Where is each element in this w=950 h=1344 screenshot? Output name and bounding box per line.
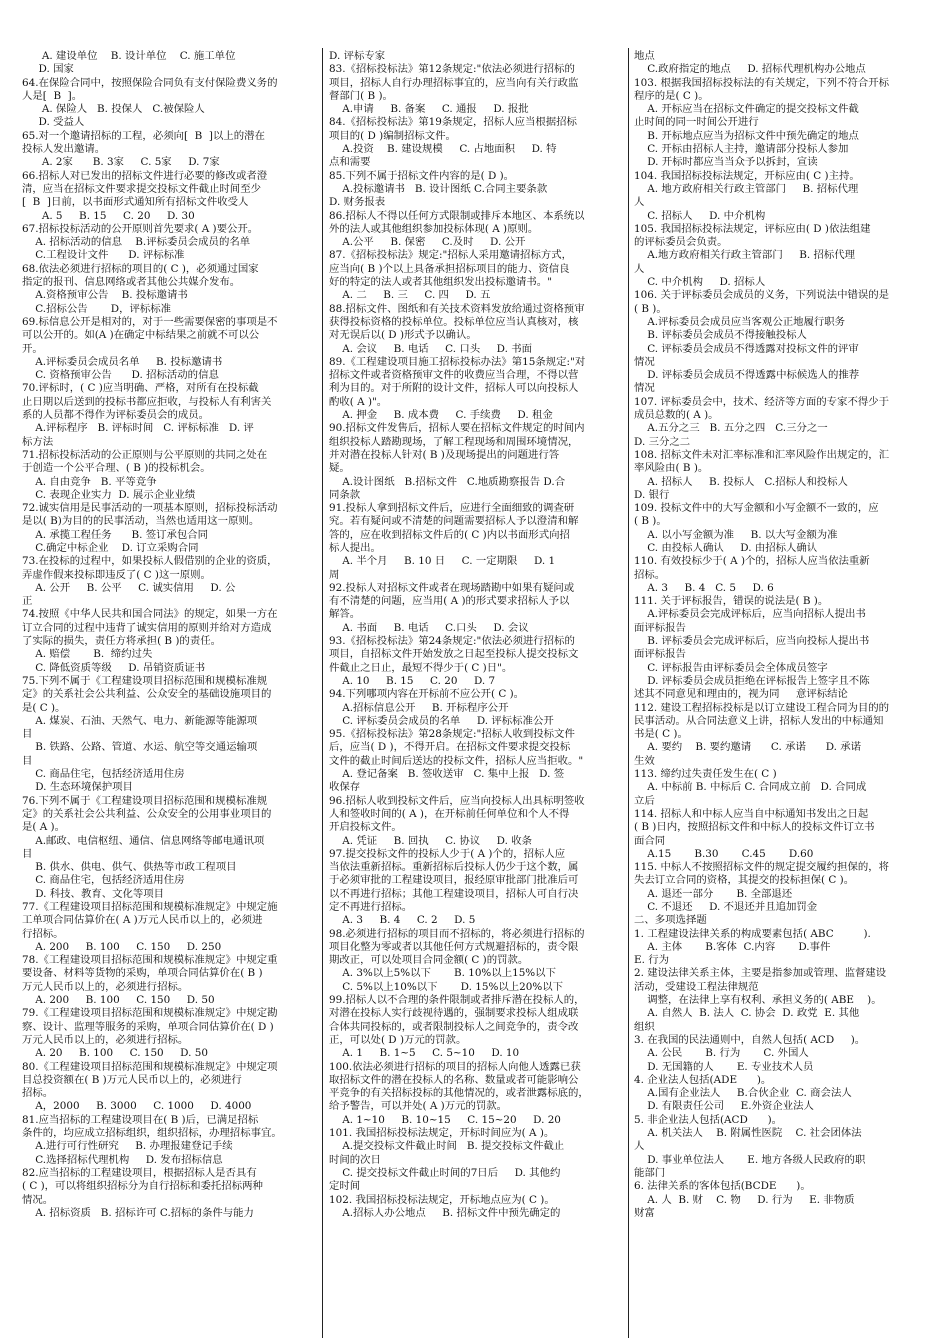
text-line: 开启投标文件。 (329, 821, 402, 834)
text-line: 民事活动。从合同法意义上讲，招标人发出的中标通知 (634, 714, 884, 727)
text-line: 人和签收时间的( A )，在开标前任何单位和个人不得 (329, 807, 570, 820)
text-line: A. 中标前 B. 中标后 C. 合同成立前 D. 合同成 (634, 781, 867, 794)
text-line: 以不再进行招标；其他工程建设项目，招标人可自行决 (329, 887, 579, 900)
column-left (22, 50, 318, 1340)
text-line: 70.评标时，( C )应当明确、严格，对所有在投标截 (22, 382, 259, 395)
text-line: 好的特定的法人或者其他组织发出投标邀请书。" (329, 276, 552, 289)
text-line: 95.《招标投标法》第28条规定:"招标人收到投标文件 (329, 728, 575, 741)
text-line: 地点 (634, 50, 655, 62)
text-line: 时间的次日 (329, 1153, 381, 1166)
text-line: 答的，应在收到招标文件后的( C )内以书面形式向招 (329, 528, 570, 541)
text-line: 82.应当招标的工程建设项目，根据招标人是否具有 (22, 1166, 257, 1179)
text-line: 对无误后以( D )形式予以确认。 (329, 329, 477, 342)
text-line: A. 半个月 B. 10 日 C. 一定期限 D. 1 (329, 555, 556, 568)
text-line: 率风险由( B )。 (634, 462, 709, 475)
text-line: A. 2家 B. 3家 C. 5家 D. 7家 (22, 156, 220, 169)
text-line: 68.依法必须进行招标的项目的( C )，必须通过国家 (22, 262, 259, 275)
text-line: 指定的报刊、信息网络或者其他公共媒介发布。 (22, 276, 241, 289)
text-line: 105. 我国招标投标法规定，评标应由( D )依法组建 (634, 222, 871, 235)
text-line: A. 人 B. 财 C. 物 D. 行为 E. 非物质 (634, 1193, 855, 1206)
text-line: C. 不退还 D. 不退还并且追加罚金 (634, 901, 818, 913)
text-line: 5. 非企业法人包括(ACD )。 (634, 1113, 783, 1126)
text-line: 99.招标人以不合理的条件限制或者排斥潜在投标人的， (329, 994, 585, 1007)
text-line: 疑。 (329, 462, 350, 475)
text-line: 106. 关于评标委员会成员的义务，下列说法中错误的是 (634, 289, 890, 302)
text-line: 100.依法必须进行招标的项目的招标人向他人透露已获 (329, 1060, 581, 1073)
text-line: 收保存 (329, 781, 361, 794)
text-line: 目 (22, 728, 33, 741)
text-line: 平竞争的有关招标投标的其他情况的，或者泄露标底的， (329, 1087, 589, 1100)
text-line: 78.《工程建设项目招标范围和规模标准规定》中规定重 (22, 954, 278, 967)
text-line: A. 煤炭、石油、天然气、电力、新能源等能源项 (22, 714, 258, 727)
text-line: A.15 B.30 C.45 D.60 (634, 847, 814, 860)
text-line: A. 自由竞争 B. 平等竞争 (22, 475, 157, 488)
text-line: 面评标报告 (634, 621, 686, 634)
text-line: 程序的是( C )。 (634, 89, 709, 102)
text-line: D. 国家 (22, 63, 74, 76)
text-line: 98.必须进行招标的项目而不招标的，将必须进行招标的 (329, 927, 585, 940)
text-line: A.评标委员会完成评标后，应当向招标人提出书 (634, 608, 866, 621)
text-line: A. 书面 B. 电话 C.口头 D. 会议 (329, 621, 529, 634)
text-line: C. 评标委员会成员的名单 D. 评标标准公开 (329, 714, 554, 727)
text-line: 人是[ B ]。 (22, 89, 83, 102)
text-line: 102. 我国招标投标法规定，开标地点应为( C )。 (329, 1193, 555, 1206)
text-line: 招标文件或者资格预审文件的收费应当合理，不得以营 (329, 369, 579, 382)
text-line: 订立合同的过程中违背了诚实信用的原则并给对方造成 (22, 621, 272, 634)
text-line: [ B ]日前，以书面形式通知所有招标文件收受人 (22, 196, 249, 209)
text-line: 正 (22, 595, 33, 608)
text-line: 人 (634, 1140, 645, 1153)
text-line: 周 (329, 568, 340, 581)
text-line: C.确定中标企业 D. 订立采购合同 (22, 541, 199, 554)
text-line: D. 生态环境保护项目 (22, 781, 133, 794)
text-line: 4. 企业法人包括(ADE )。 (634, 1073, 772, 1086)
text-line: A. 公开 B. 公平 C. 诚实信用 D. 公 (22, 581, 236, 594)
text-line: A. 3 B. 4 C. 5 D. 6 (634, 581, 774, 594)
column-divider (628, 48, 629, 1338)
text-line: 80.《工程建设项目招标范围和规模标准规定》中规定项 (22, 1060, 278, 1073)
text-line: 标方法 (22, 435, 54, 448)
text-line: A. 200 B. 100 C. 150 D. 250 (22, 940, 222, 953)
text-line: D. 评标委员会成员不得透露中标候选人的推荐 (634, 369, 860, 382)
text-line: A. 赔偿 B. 缔约过失 (22, 648, 153, 661)
text-line: 81.应当招标的工程建设项目在( B )后，已满足招标 (22, 1113, 259, 1126)
text-line: A. 1~10 B. 10~15 C. 15~20 D. 20 (329, 1113, 561, 1126)
text-line: 91.投标人拿到招标文件后，应进行全面细致的调查研 (329, 502, 575, 515)
text-line: 书是( C )。 (634, 728, 688, 741)
text-line: 标人提出。 (329, 541, 381, 554)
text-line: ( B )。 (634, 302, 667, 315)
text-line: 定》的关系社会公共利益、公众安全的公用事业项目的 (22, 807, 272, 820)
text-line: A.申请 B. 备案 C. 通报 D. 报批 (329, 103, 529, 116)
text-line: 定时间 (329, 1180, 361, 1193)
text-line: 定不再进行招标。 (329, 901, 413, 913)
text-line: A. 200 B. 100 C. 150 D. 50 (22, 994, 215, 1007)
text-line: 项目的( D )编制招标文件。 (329, 129, 456, 142)
text-line: 要设备、材料等货物的采购，单项合同估算价在( B ) (22, 967, 263, 980)
text-line: A. 以小写金额为准 B. 以大写金额为准 (634, 528, 838, 541)
text-line: C.招标公告 D，评标标准 (22, 302, 172, 315)
text-line: D. 事业单位法人 E. 地方各级人民政府的职 (634, 1153, 866, 1166)
text-line: 面评标报告 (634, 648, 686, 661)
text-line: 组织 (634, 1020, 655, 1033)
text-line: 项目化整为零或者以其他任何方式规避招标的，责令限 (329, 940, 579, 953)
text-line: 可以公开的。如(A )在确定中标结果之前就不可以公 (22, 329, 260, 342)
text-line: A. 押金 B. 成本费 C. 手续费 D. 租金 (329, 409, 553, 422)
text-line: 人 (634, 196, 645, 209)
text-line: 点和需要 (329, 156, 371, 169)
text-line: A. 招标活动的信息 B.评标委员会成员的名单 (22, 236, 251, 249)
text-line: 的评标委员会负责。 (634, 236, 728, 249)
text-line: 74.按照《中华人民共和国合同法》的规定，如果一方在 (22, 608, 278, 621)
text-line: 104. 我国招标投标法规定，开标应由( C )主持。 (634, 169, 860, 182)
text-line: A. 20 B. 100 C. 150 D. 50 (22, 1047, 208, 1060)
text-line: A. 自然人 B. 法人 C. 协会 D. 政党 E. 其他 (634, 1007, 860, 1020)
text-line: 成员总数的( A )。 (634, 409, 719, 422)
text-line: A.评标委员会成员应当客观公正地履行职务 (634, 315, 846, 328)
text-line: 97.提交投标文件的投标人少于( A )个的，招标人应 (329, 847, 566, 860)
text-line: 定》的关系社会公共利益、公众安全的基础设施项目的 (22, 688, 272, 701)
text-line: 正，可以处( D )万元的罚款。 (329, 1033, 467, 1046)
text-line: 93.《招标投标法》第24条规定:"依法必须进行招标的 (329, 635, 575, 648)
text-line: C. 提交投标文件截止时间的7日后 D. 其他约 (329, 1166, 561, 1179)
text-line: A.国有企业法人 B.合伙企业 C. 商会法人 (634, 1087, 852, 1100)
text-line: 立后 (634, 794, 655, 807)
text-line: 目 (22, 754, 33, 767)
text-line: 111. 关于评标报告，错误的说法是( B )。 (634, 595, 829, 608)
text-line: C.工程设计文件 D. 评标标准 (22, 249, 185, 262)
text-line: 外的法人或其他组织参加投标体现( A )原则。 (329, 222, 539, 235)
text-line: C.政府指定的地点 D. 招标代理机构办公地点 (634, 63, 866, 76)
text-line: A. 5 B. 15 C. 20 D. 30 (22, 209, 195, 222)
text-line: 督部门( B )。 (329, 89, 393, 102)
text-line: D. 有限责任公司 E.外资企业法人 (634, 1100, 814, 1113)
text-line: 1. 工程建设法律关系的构成要素包括( ABC ). (634, 927, 871, 940)
text-line: 弄虚作假来投标即违反了( C )这一原则。 (22, 568, 211, 581)
text-line: 二、多项选择题 (634, 914, 707, 927)
text-line: 止日期以后送到的投标书都应拒收，与投标人有利害关 (22, 395, 272, 408)
text-line: 83.《招标投标法》第12条规定:"依法必须进行招标的 (329, 63, 575, 76)
text-line: A.五分之三 B. 五分之四 C.三分之一 (634, 422, 828, 435)
text-line: 察、设计、监理等服务的采购，单项合同估算价在( D ) (22, 1020, 274, 1033)
text-line: 清，应当在招标文件要求提交投标文件截止时间至少 (22, 182, 261, 195)
text-line: A.评标程序 B. 评标时间 C. 评标标准 D. 评 (22, 422, 254, 435)
text-line: A. 二 B. 三 C. 四 D. 五 (329, 289, 491, 302)
text-line: 92.投标人对招标文件或者在现场踏勘中如果有疑问或 (329, 581, 575, 594)
text-line: 于必须审批的工程建设项目，报经原审批部门批准后可 (329, 874, 579, 887)
text-line: 96.招标人收到投标文件后，应当向投标人出具标明签收 (329, 794, 585, 807)
text-line: D. 开标时都应当当众予以拆封，宣读 (634, 156, 818, 169)
text-line: 71.招标投标活动的公正原则与公平原则的共同之处在 (22, 448, 268, 461)
text-line: A. 会议 B. 电话 C. 口头 D. 书面 (329, 342, 532, 355)
text-line: 是以( B)为目的的民事活动，当然也适用这一原则。 (22, 515, 260, 528)
text-line: ( B )。 (634, 515, 667, 528)
text-line: 究。若有疑问或不清楚的问题需要招标人予以澄清和解 (329, 515, 579, 528)
text-line: A. 1 B. 1~5 C. 5~10 D. 10 (329, 1047, 520, 1060)
text-line: 解答。 (329, 608, 361, 621)
text-line: 目 (22, 847, 33, 860)
text-line: 108. 招标文件未对汇率标准和汇率风险作出规定的，汇 (634, 448, 890, 461)
text-line: 万元人民币以上的，必须进行招标。 (22, 980, 189, 993)
text-line: A. 凭证 B. 回执 C. 协议 D. 收条 (329, 834, 532, 847)
text-line: 65.对一个邀请招标的工程，必须向[ B ]以上的潜在 (22, 129, 265, 142)
text-line: A. 3 B. 4 C. 2 D. 5 (329, 914, 476, 927)
text-line: C. 资格预审公告 D. 招标活动的信息 (22, 369, 219, 382)
text-line: A. 保险人 B. 投保人 C.被保险人 (22, 103, 205, 116)
text-line: A. 3%以上5%以下 B. 10%以上15%以下 (329, 967, 556, 980)
text-line: 财富 (634, 1206, 655, 1219)
text-line: D. 三分之二 (634, 435, 691, 448)
text-line: 组织投标人踏勘现场，了解工程现场和周围环境情况， (329, 435, 579, 448)
text-line: 72.诚实信用是民事活动的一项基本原则，招标投标活动 (22, 502, 278, 515)
text-line: 取招标文件的潜在投标人的名称、数量或者可能影响公 (329, 1073, 579, 1086)
text-line: 64.在保险合同中，按照保险合同负有支付保险费义务的 (22, 76, 278, 89)
text-line: 89.《工程建设项目施工招标投标办法》第15条规定:"对 (329, 355, 586, 368)
text-line: A.设计图纸 B.招标文件 C.地质勘察报告 D.合 (329, 475, 566, 488)
text-line: 利为目的。对于所附的设计文件，招标人可以向投标人 (329, 382, 579, 395)
text-line: 85.下列不属于招标文件内容的是( D )。 (329, 169, 515, 182)
text-line: A，2000 B. 3000 C. 1000 D. 4000 (22, 1100, 252, 1113)
text-line: 条件的，均应成立招标组织，组织招标，办理招标事宜。 (22, 1127, 282, 1140)
text-line: C. 招标人 D. 中介机构 (634, 209, 766, 222)
text-line: 文件的截止时间后送达的投标文件，招标人应当拒收。" (329, 754, 584, 767)
text-line: A.招标人办公地点 B. 招标文件中预先确定的 (329, 1206, 561, 1219)
text-line: C. 中介机构 D. 招标人 (634, 276, 766, 289)
text-line: C.选择招标代理机构 D. 发布招标信息 (22, 1153, 223, 1166)
text-line: 了实际的损失，责任方将承担( B )的责任。 (22, 635, 221, 648)
text-line: 109. 投标文件中的大写金额和小写金额不一致的，应 (634, 502, 879, 515)
text-line: 开。 (22, 342, 43, 355)
text-line: 66.招标人对已发出的招标文件进行必要的修改或者澄 (22, 169, 268, 182)
text-line: B. 开标地点应当为招标文件中预先确定的地点 (634, 129, 859, 142)
text-line: 79.《工程建设项目招标范围和规模标准规定》中规定勘 (22, 1007, 278, 1020)
text-line: 是( A )。 (22, 821, 65, 834)
text-line: 101. 我国招标投标法规定，开标时间应为( A )。 (329, 1127, 555, 1140)
text-line: 万元人民币以上的，必须进行招标。 (22, 1033, 189, 1046)
text-line: 人 (634, 262, 645, 275)
text-line: A.评标委员会成员名单 B. 投标邀请书 (22, 355, 223, 368)
text-line: 当依法重新招标。重新招标后投标人仍少于这个数，属 (329, 861, 579, 874)
text-line: 情况。 (22, 1193, 54, 1206)
text-line: A. 招标资质 B. 招标许可 C.招标的条件与能力 (22, 1206, 254, 1219)
text-line: 目总投资额在( B )万元人民币以上的，必须进行 (22, 1073, 242, 1086)
text-line: 有不清楚的问题，应当用( A )的形式要求招标人予以 (329, 595, 570, 608)
text-line: 同条款 (329, 488, 361, 501)
text-line: B. 评标委员会完成评标后，应当向投标人提出书 (634, 635, 870, 648)
text-line: 调整，在法律上享有权利、承担义务的( ABE )。 (634, 994, 882, 1007)
text-line: A.地方政府相关行政主管部门 B. 招标代理 (634, 249, 856, 262)
text-line: D. 科技、教育、文化等项目 (22, 887, 165, 900)
text-line: A. 建设单位 B. 设计单位 C. 施工单位 (22, 50, 236, 62)
text-line: 投标人发出邀请。 (22, 143, 106, 156)
text-line: B. 供水、供电、供气、供热等市政工程项目 (22, 861, 237, 874)
text-line: 75.下列不属于《工程建设项目招标范围和规模标准规 (22, 674, 268, 687)
text-line: 项目，招标人自行办理招标事宜的，应当向有关行政监 (329, 76, 579, 89)
text-line: A. 地方政府相关行政主管部门 B. 招标代理 (634, 182, 859, 195)
text-line: A.投资 B. 建设规模 C. 占地面积 D. 特 (329, 143, 557, 156)
text-line: A.招标信息公开 B. 开标程序公开 (329, 701, 509, 714)
text-line: D. 无国籍的人 E. 专业技术人员 (634, 1060, 814, 1073)
text-line: C. 表现企业实力 D. 展示企业业绩 (22, 488, 196, 501)
text-line: C. 商品住宅，包括经济适用住房 (22, 874, 185, 887)
text-line: B. 铁路、公路、管道、水运、航空等交通运输项 (22, 741, 258, 754)
text-line: 110. 有效投标少于( A )个的，招标人应当依法重新 (634, 555, 870, 568)
text-line: 工单项合同估算价在( A )万元人民币以上的，必须进 (22, 914, 263, 927)
text-line: ( C )，可以将组织招标分为自行招标和委托招标两种 (22, 1180, 263, 1193)
text-line: 后，应当( D )，不得开启。在招标文件要求提交投标 (329, 741, 571, 754)
text-line: E. 行为 (634, 954, 669, 967)
text-line: 招标。 (634, 568, 666, 581)
text-line: 情况 (634, 355, 655, 368)
text-line: 69.标信息公开是相对的，对于一些需要保密的事项是不 (22, 315, 278, 328)
text-line: D. 评标委员会成员拒绝在评标报告上签字且不陈 (634, 674, 870, 687)
text-line: A. 主体 B.客体 C.内容 D.事件 (634, 940, 831, 953)
text-line: 115. 中标人不按照招标文件的规定提交履约担保的，将 (634, 861, 890, 874)
text-line: C. 5%以上10%以下 D. 15%以上20%以下 (329, 980, 563, 993)
text-line: 能部门 (634, 1166, 666, 1179)
text-line: A. 承揽工程任务 B. 签订承包合同 (22, 528, 209, 541)
text-line: A. 公民 B. 行为 C. 外国人 (634, 1047, 809, 1060)
text-line: 述其不同意见和理由的，视为同 意评标结论 (634, 688, 848, 701)
column-divider (322, 48, 323, 1338)
text-line: 止时间的同一时间公开进行 (634, 116, 759, 129)
text-line: C. 评标委员会成员不得透露对投标文件的评审 (634, 342, 859, 355)
text-line: D. 财务报表 (329, 196, 386, 209)
text-line: 107. 评标委员会中，技术、经济等方面的专家不得少于 (634, 395, 890, 408)
text-line: 67.招标投标活动的公开原则首先要求( A )要公开。 (22, 222, 259, 235)
text-line: 112. 建设工程招标投标是以订立建设工程合同为目的的 (634, 701, 890, 714)
text-line: B. 评标委员会成员不得接触投标人 (634, 329, 807, 342)
text-line: D. 评标专家 (329, 50, 386, 62)
text-line: 系的人员都不得作为评标委员会的成员。 (22, 409, 210, 422)
column-middle (329, 50, 623, 1340)
text-line: 103. 根据我国招标投标法的有关规定，下列不符合开标 (634, 76, 890, 89)
text-line: 酌收( A )"。 (329, 395, 388, 408)
text-line: 期改正，可以处项目合同金额( C )的罚款。 (329, 954, 529, 967)
text-line: 行招标。 (22, 927, 64, 940)
text-line: C. 降低资质等级 D. 吊销资质证书 (22, 661, 206, 674)
text-line: A. 登记备案 B. 签收送审 C. 集中上报 D. 签 (329, 768, 565, 781)
text-line: 90.招标文件发售后，招标人要在招标文件规定的时间内 (329, 422, 585, 435)
text-line: D. 银行 (634, 488, 670, 501)
text-line: C. 开标由招标人主持，邀请部分投标人参加 (634, 143, 849, 156)
text-line: C. 由投标人确认 D. 由招标人确认 (634, 541, 818, 554)
text-line: D. 受益人 (22, 116, 85, 129)
text-line: 于创造一个公平合理、( B )的投标机会。 (22, 462, 211, 475)
text-line: 73.在投标的过程中，如果投标人假借别的企业的资质， (22, 555, 278, 568)
text-line: 活动，受建设工程法律规范 (634, 980, 759, 993)
text-line: 2. 建设法律关系主体，主要是指参加或管理、监督建设 (634, 967, 887, 980)
text-line: C. 评标报告由评标委员会全体成员签字 (634, 661, 828, 674)
text-line: 86.招标人不得以任何方式限制或排斥本地区、本系统以 (329, 209, 585, 222)
text-line: 对潜在投标人实行歧视待遇的，强制要求投标人组成联 (329, 1007, 579, 1020)
text-line: 是( C )。 (22, 701, 66, 714)
text-line: 并对潜在投标人针对( B )及现场提出的问题进行答 (329, 448, 560, 461)
text-line: 87.《招标投标法》规定:"招标人采用邀请招标方式， (329, 249, 573, 262)
text-line: A.进行可行性研究 B. 办理报建登记手续 (22, 1140, 233, 1153)
text-line: A.资格预审公告 B. 投标邀请书 (22, 289, 188, 302)
text-line: 项目，自招标文件开始发放之日起至投标人提交投标文 (329, 648, 579, 661)
text-line: A. 机关法人 B. 附属性医院 C. 社会团体法 (634, 1127, 862, 1140)
text-line: A.邮政、电信枢纽、通信、信息网络等邮电通讯项 (22, 834, 265, 847)
text-line: 6. 法律关系的客体包括(BCDE )。 (634, 1180, 811, 1193)
text-line: 情况 (634, 382, 655, 395)
text-line: 94.下列哪项内容在开标前不应公开( C )。 (329, 688, 525, 701)
text-line: A. 退还一部分 B. 全部退还 (634, 887, 793, 900)
text-line: 应当向( B )个以上具备承担招标项目的能力、资信良 (329, 262, 570, 275)
text-line: 生效 (634, 754, 655, 767)
text-line: 3. 在我国的民法通则中，自然人包括( ACD )。 (634, 1033, 866, 1046)
text-line: A. 招标人 B. 投标人 C.招标人和投标人 (634, 475, 848, 488)
text-line: 给予警告，可以并处( A )万元的罚款。 (329, 1100, 508, 1113)
column-right (634, 50, 930, 1340)
text-line: A.投标邀请书 B. 设计图纸 C.合同主要条款 (329, 182, 548, 195)
text-line: 失去订立合同的资格，其提交的投标担保( C )。 (634, 874, 855, 887)
text-line: 113. 缔约过失责任发生在( C ) (634, 768, 777, 781)
text-line: 77.《工程建设项目招标范围和规模标准规定》中规定施 (22, 901, 278, 913)
text-line: 76.下列不属于《工程建设项目招标范围和规模标准规 (22, 794, 268, 807)
text-line: ( B )日内，按照招标文件和中标人的投标文件订立书 (634, 821, 875, 834)
text-line: A. 10 B. 15 C. 20 D. 7 (329, 674, 496, 687)
text-line: A. 要约 B. 要约邀请 C. 承诺 D. 承诺 (634, 741, 862, 754)
text-line: 88.招标文件、图纸和有关技术资料发放给通过资格预审 (329, 302, 585, 315)
text-line: 面合同 (634, 834, 666, 847)
text-line: 招标。 (22, 1087, 54, 1100)
text-line: A.公平 B. 保密 C.及时 D. 公开 (329, 236, 526, 249)
text-line: A.提交投标文件截止时间 B. 提交投标文件截止 (329, 1140, 565, 1153)
text-line: 件截止之日止，最短不得少于( C )日"。 (329, 661, 513, 674)
text-line: 获得投标资格的投标单位。投标单位应当认真核对，核 (329, 315, 579, 328)
text-line: 合体共同投标的，或者限制投标人之间竞争的，责令改 (329, 1020, 579, 1033)
text-line: C. 商品住宅，包括经济适用住房 (22, 768, 185, 781)
text-line: 114. 招标人和中标人应当自中标通知书发出之日起 (634, 807, 869, 820)
text-line: 84.《招标投标法》第19条规定，招标人应当根据招标 (329, 116, 577, 129)
text-line: A. 开标应当在招标文件确定的提交投标文件截 (634, 103, 859, 116)
